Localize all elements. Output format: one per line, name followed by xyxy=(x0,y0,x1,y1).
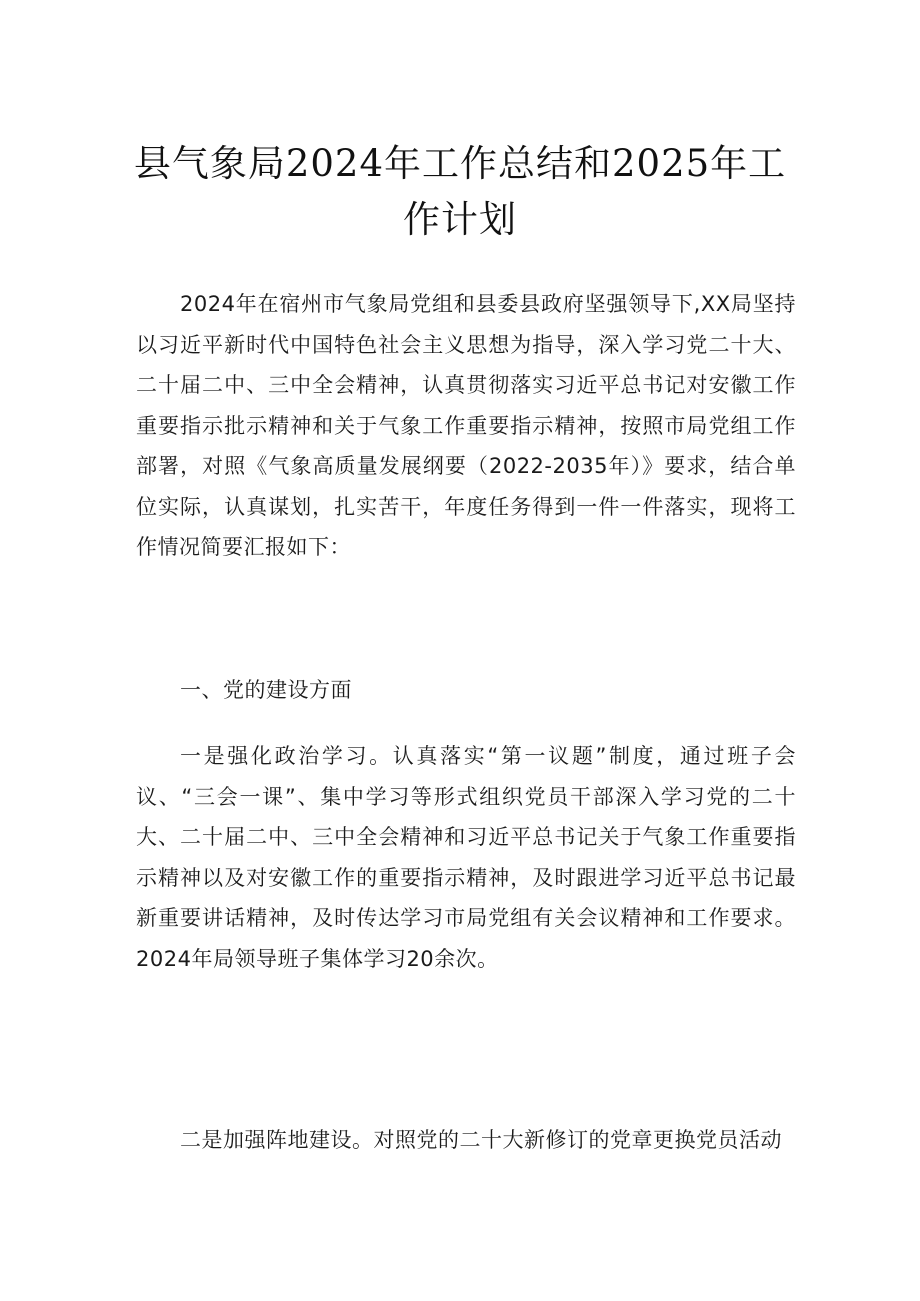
paragraph-political-study: 一是强化政治学习。认真落实“第一议题”制度，通过班子会议、“三会一课”、集中学习等形式组织党员干部深入学习党的二十大、二十届二中、三中全会精神和习近平总书记关于气象工作重要指示精神以及对安徽工作的重要指示精神，及时跟进学习近平总书记最新重要讲话精神，及时传达学习市局党组有关会议精神和工作要求。2024年局领导班子集体学习20余次。 xyxy=(136,744,796,971)
paragraph-position-building: 二是加强阵地建设。对照党的二十大新修订的党章更换党员活动 xyxy=(180,1128,782,1152)
document-title: 县气象局2024年工作总结和2025年工作计划 xyxy=(133,142,787,241)
intro-paragraph: 2024年在宿州市气象局党组和县委县政府坚强领导下,XX局坚持以习近平新时代中国特色社会主义思想为指导，深入学习党二十大、二十届二中、三中全会精神，认真贯彻落实习近平总书记对安徽工作重要指示批示精神和关于气象工作重要指示精神，按照市局党组工作部署，对照《气象高质量发展纲要（2022-2035年）》要求，结合单位实际，认真谋划，扎实苦干，年度任务得到一件一件落实，现将工作情况简要汇报如下： xyxy=(136,292,796,559)
section-heading-party-building: 一、党的建设方面 xyxy=(180,678,352,702)
